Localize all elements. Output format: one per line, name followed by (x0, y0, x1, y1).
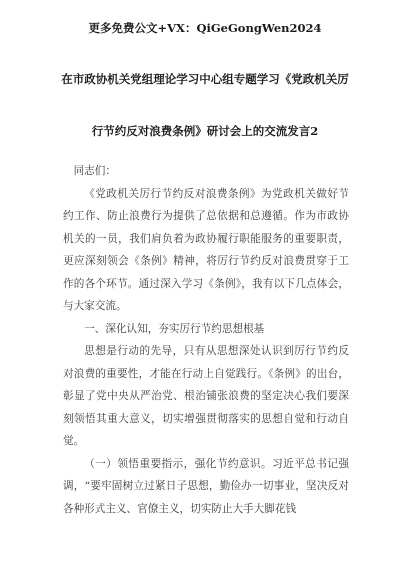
paragraph-subsection-1: （一）领悟重要指示，强化节约意识。习近平总书记强调，“要牢固树立过紧日子思想，勤俭办一切事业，坚决反对各种形式主义、官僚主义，切实防止大手大脚花钱 (63, 457, 349, 515)
document-body (63, 160, 349, 520)
greeting: 同志们： (73, 165, 116, 177)
document-title-line-2: 行节约反对浪费条例》研讨会上的交流发言2 (91, 124, 319, 138)
paragraph-intro: 《党政机关厉行节约反对浪费条例》为党政机关做好节约工作、防止浪费行为提供了总依据和总遵循。作为市政协机关的一员，我们肩负着为政协履行职能服务的重要职责，更应深刻领会《条例》精神，将厉行节约反对浪费贯穿于工作的各个环节。通过深入学习《条例》，我有以下几点体会，与大家交流。 (63, 187, 349, 312)
promo-header: 更多免费公文+VX：QiGeGongWen2024 (88, 21, 322, 35)
paragraph-thought: 思想是行动的先导，只有从思想深处认识到厉行节约反对浪费的重要性，才能在行动上自觉践行。《条例》的出台，彰显了党中央从严治党、根治铺张浪费的坚定决心我们要深刻领悟其重大意义，切实增强贯彻落实的思想自觉和行动自觉。 (63, 345, 349, 447)
section-heading-1: 一、深化认知，夯实厉行节约思想根基 (84, 322, 265, 335)
document-title-line-1: 在市政协机关党组理论学习中心组专题学习《党政机关厉 (61, 72, 349, 86)
